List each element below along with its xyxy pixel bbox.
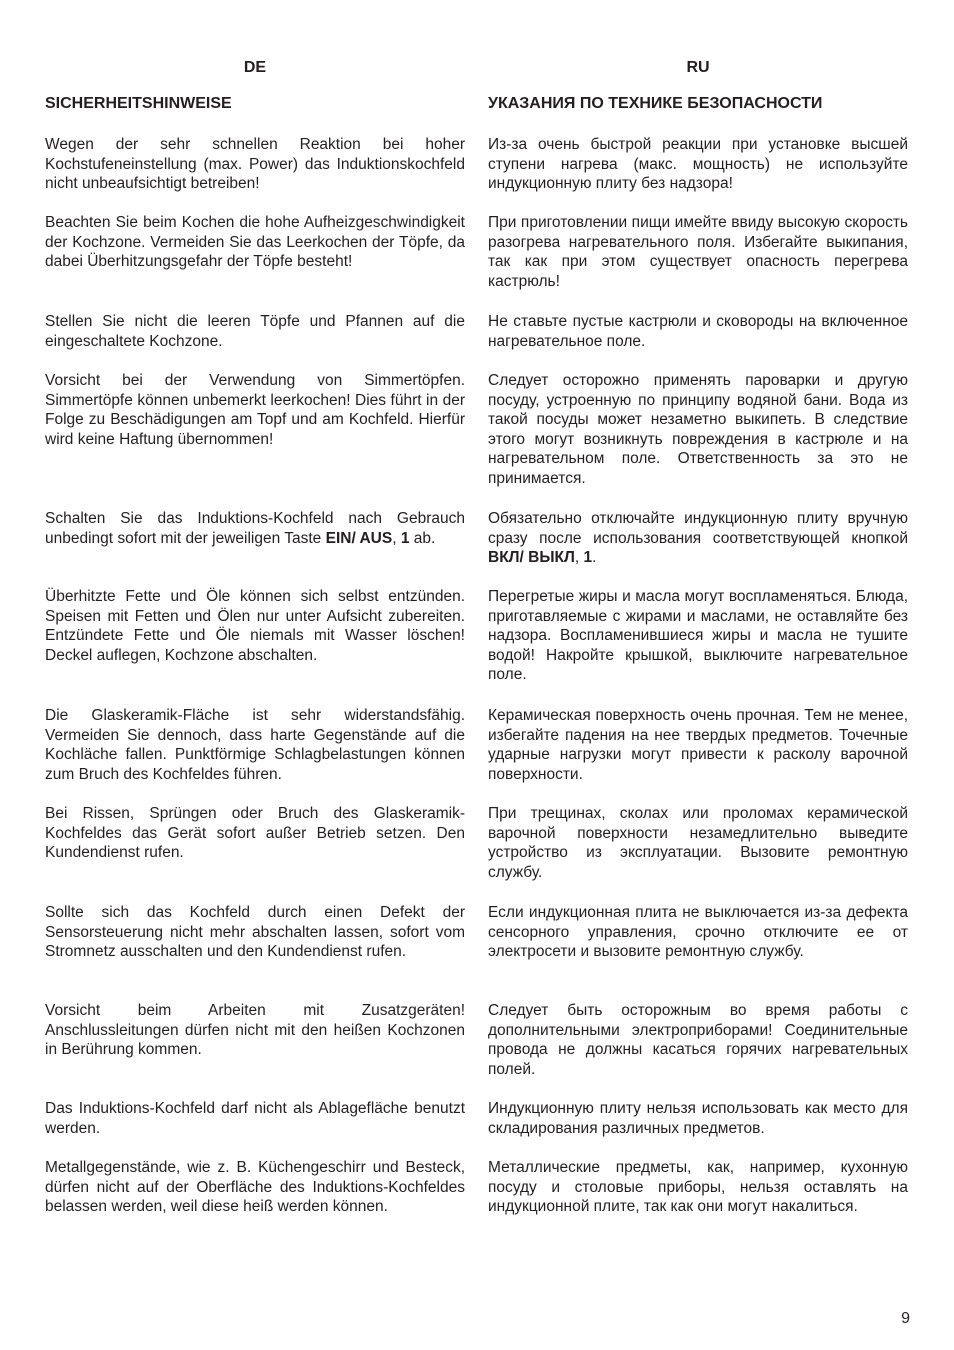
paragraph-de-6: Überhitzte Fette und Öle können sich selbst entzünden. Speisen mit Fetten und Ölen nur unter Aufsicht zubereiten. Entzündete Fette und Öle niemals mit Wasser löschen! Deckel auflegen, Kochzone abschalten. bbox=[45, 588, 465, 664]
paragraph-ru-6: Перегретые жиры и масла могут воспламеняться. Блюда, приготавляемые с жирами и маслами, не оставляйте без надзора. Воспламенившиеся жиры и масла не тушите водой! Накройте крышкой, выключите нагревательное поле. bbox=[488, 588, 908, 683]
key-one-label-de: 1 bbox=[400, 529, 410, 547]
on-off-key-label-de: EIN/ AUS bbox=[325, 529, 393, 547]
paragraph-ru-8: При трещинах, сколах или проломах керамической варочной поверхности незамедлительно выведите устройство из эксплуатации. Вызовите ремонтную службу. bbox=[488, 805, 908, 881]
paragraph-de-11: Das Induktions-Kochfeld darf nicht als Ablagefläche benutzt werden. bbox=[45, 1100, 465, 1137]
paragraph-ru-11: Индукционную плиту нельзя использовать как место для складирования различных предметов. bbox=[488, 1100, 908, 1137]
paragraph-ru-5-text: Обязательно отключайте индукционную плиту вручную сразу после использования соответствующей кнопкой bbox=[488, 510, 908, 547]
paragraph-de-1: Wegen der sehr schnellen Reaktion bei hoher Kochstufeneinstellung (max. Power) das Induktionskochfeld nicht unbeaufsichtigt betreiben! bbox=[45, 136, 465, 192]
on-off-key-label-ru: ВКЛ/ ВЫКЛ bbox=[488, 549, 575, 566]
paragraph-ru-1: Из-за очень быстрой реакции при установке высшей ступени нагрева (макс. мощность) не используйте индукционную плиту без надзора! bbox=[488, 136, 908, 192]
paragraph-de-12: Metallgegenstände, wie z. B. Küchengeschirr und Besteck, dürfen nicht auf der Oberfläche des Induktions-Kochfeldes belassen werden, weil diese heiß werden können. bbox=[45, 1159, 465, 1215]
paragraph-de-7: Die Glaskeramik-Fläche ist sehr widerstandsfähig. Vermeiden Sie dennoch, dass harte Gegenstände auf die Kochläche fallen. Punktförmige Schlagbelastungen können zum Bruch des Kochfeldes führen. bbox=[45, 707, 465, 783]
paragraph-ru-10: Следует быть осторожным во время работы с дополнительными электроприборами! Соединительные провода не должны касаться горячих нагревательных полей. bbox=[488, 1002, 908, 1078]
paragraph-de-5-text: Schalten Sie das Induktions-Kochfeld nach Gebrauch unbedingt sofort mit der jeweiligen Taste bbox=[45, 510, 465, 547]
paragraph-de-5-end: ab. bbox=[409, 529, 436, 547]
page-number: 9 bbox=[901, 1310, 910, 1327]
paragraph-ru-7: Керамическая поверхность очень прочная. Тем не менее, избегайте падения на нее твердых предметов. Точечные ударные нагрузки могут привести к расколу варочной поверхности. bbox=[488, 707, 908, 783]
paragraph-ru-4: Следует осторожно применять пароварки и другую посуду, устроенную по принципу водяной бани. Вода из такой посуды может незаметно выкипеть. В следствие этого могут возникнуть повреждения в кастрюле и на нагревательном поле. Ответственность за это не принимается. bbox=[488, 372, 908, 487]
paragraph-ru-5 bbox=[488, 509, 908, 568]
paragraph-ru-3: Не ставьте пустые кастрюли и сковороды на включенное нагревательное поле. bbox=[488, 313, 908, 350]
section-heading-de: SICHERHEITSHINWEISE bbox=[45, 95, 232, 112]
paragraph-de-8: Bei Rissen, Sprüngen oder Bruch des Glaskeramik-Kochfeldes das Gerät sofort außer Betrieb setzen. Den Kundendienst rufen. bbox=[45, 805, 465, 861]
paragraph-ru-9: Если индукционная плита не выключается из-за дефекта сенсорного управления, срочно отключите ее от электросети и вызовите ремонтную службу. bbox=[488, 904, 908, 960]
paragraph-ru-12: Металлические предметы, как, например, кухонную посуду и столовые приборы, нельзя оставлять на индукционной плите, так как они могут накалиться. bbox=[488, 1159, 908, 1215]
section-heading-ru: УКАЗАНИЯ ПО ТЕХНИКЕ БЕЗОПАСНОСТИ bbox=[488, 95, 823, 112]
key-separator-ru: , bbox=[574, 549, 584, 566]
key-one-label-ru: 1 bbox=[583, 549, 593, 566]
paragraph-ru-5-end: . bbox=[592, 549, 597, 566]
language-label-de: DE bbox=[243, 59, 267, 76]
paragraph-ru-2: При приготовлении пищи имейте ввиду высокую скорость разогрева нагревательного поля. Избегайте выкипания, так как при этом существует опасность перегрева кастрюль! bbox=[488, 214, 908, 290]
paragraph-de-5 bbox=[45, 509, 465, 548]
language-label-ru: RU bbox=[686, 59, 710, 76]
paragraph-de-9: Sollte sich das Kochfeld durch einen Defekt der Sensorsteuerung nicht mehr abschalten lassen, sofort vom Stromnetz ausschalten und den Kundendienst rufen. bbox=[45, 904, 465, 960]
paragraph-de-4: Vorsicht bei der Verwendung von Simmertöpfen. Simmertöpfe können unbemerkt leerkochen! Dies führt in der Folge zu Beschädigungen am Topf und am Kochfeld. Hierfür wird keine Haftung übernommen! bbox=[45, 372, 465, 448]
paragraph-de-10: Vorsicht beim Arbeiten mit Zusatzgeräten! Anschlussleitungen dürfen nicht mit den heißen Kochzonen in Berührung kommen. bbox=[45, 1002, 465, 1058]
key-separator-de: , bbox=[392, 529, 401, 547]
paragraph-de-3: Stellen Sie nicht die leeren Töpfe und Pfannen auf die eingeschaltete Kochzone. bbox=[45, 313, 465, 350]
paragraph-de-2: Beachten Sie beim Kochen die hohe Aufheizgeschwindigkeit der Kochzone. Vermeiden Sie das Leerkochen der Töpfe, da dabei Überhitzungsgefahr der Töpfe besteht! bbox=[45, 214, 465, 270]
